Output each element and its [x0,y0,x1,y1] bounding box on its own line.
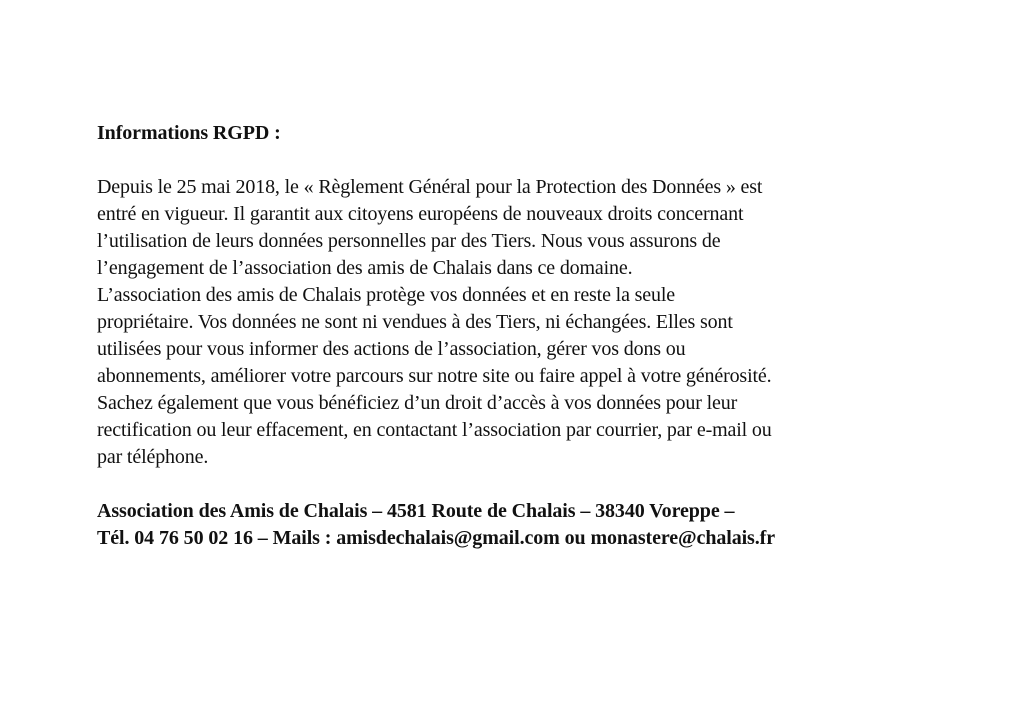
paragraph-line: rectification ou leur effacement, en contactant l’association par courrier, par e-mail ou [97,419,772,441]
document-heading: Informations RGPD : [97,122,281,144]
paragraph-line: entré en vigueur. Il garantit aux citoyens européens de nouveaux droits concernant [97,203,744,225]
contact-block [97,498,957,552]
paragraph-line: par téléphone. [97,446,209,468]
document-content [97,120,957,552]
paragraph-line: l’utilisation de leurs données personnelles par des Tiers. Nous vous assurons de [97,230,721,252]
gdpr-paragraph [97,174,957,471]
contact-address-line: Association des Amis de Chalais – 4581 Route de Chalais – 38340 Voreppe – [97,500,735,522]
paragraph-line: Sachez également que vous bénéficiez d’un droit d’accès à vos données pour leur [97,392,738,414]
paragraph-line: L’association des amis de Chalais protège vos données et en reste la seule [97,284,675,306]
paragraph-line: Depuis le 25 mai 2018, le « Règlement Général pour la Protection des Données » est [97,176,763,198]
paragraph-line: utilisées pour vous informer des actions de l’association, gérer vos dons ou [97,338,686,360]
paragraph-line: l’engagement de l’association des amis de Chalais dans ce domaine. [97,257,633,279]
paragraph-line: propriétaire. Vos données ne sont ni vendues à des Tiers, ni échangées. Elles sont [97,311,733,333]
paragraph-line: abonnements, améliorer votre parcours sur notre site ou faire appel à votre générosité. [97,365,772,387]
contact-phone-mail-line: Tél. 04 76 50 02 16 – Mails : amisdechalais@gmail.com ou monastere@chalais.fr [97,527,775,549]
